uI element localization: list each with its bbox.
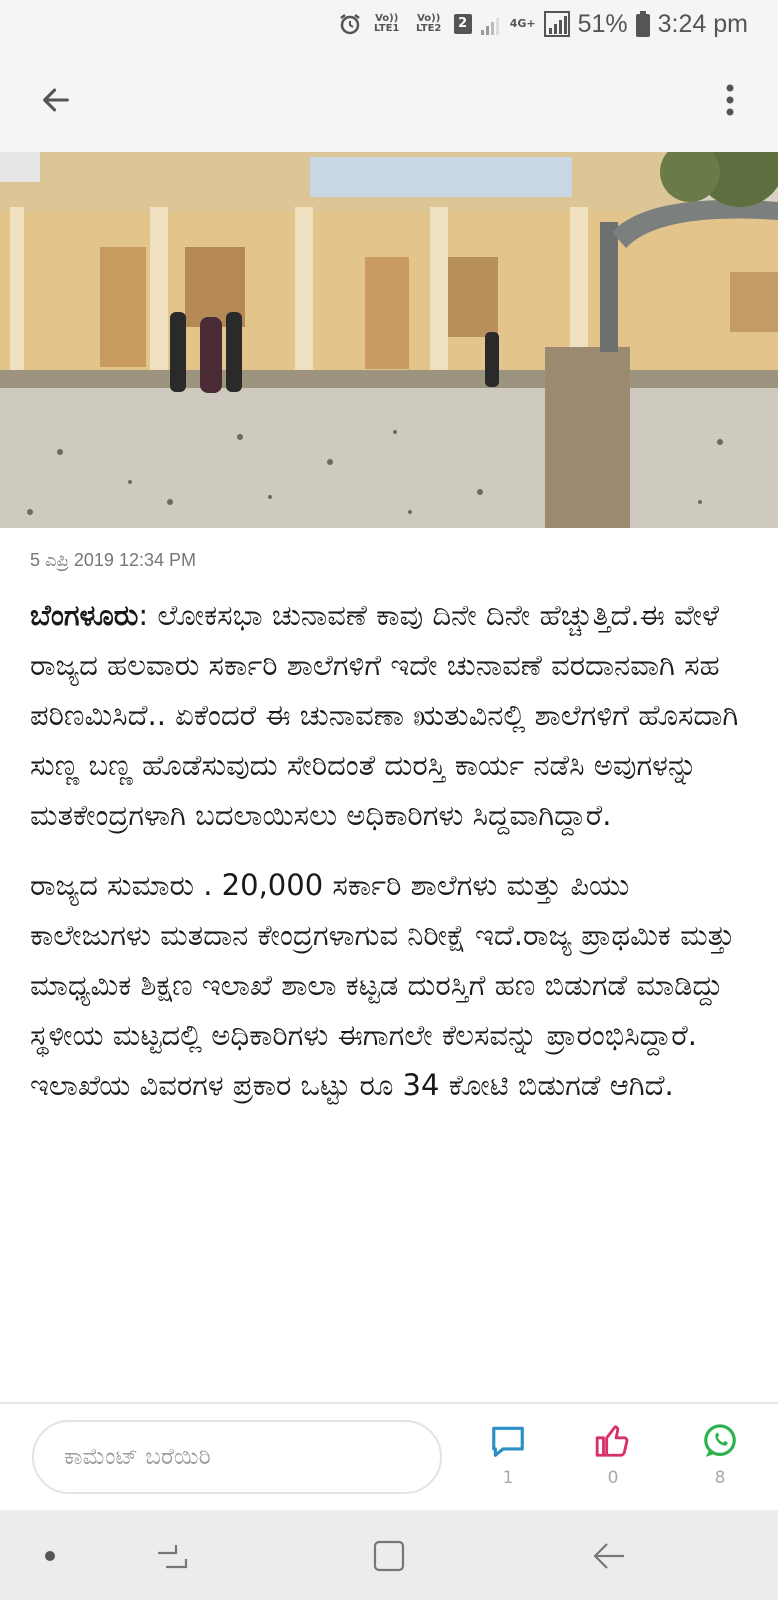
like-button[interactable] [585, 1422, 641, 1488]
status-time: 3:24 pm [657, 9, 748, 38]
home-icon [372, 1539, 406, 1573]
comments-button[interactable] [480, 1422, 536, 1488]
signal-1-icon [480, 12, 502, 36]
volte1-indicator: Vo)) LTE1 [374, 13, 400, 34]
back-icon [591, 1539, 627, 1573]
article-paragraph [30, 590, 758, 840]
battery-percent: 51% [577, 9, 628, 38]
article-image [0, 152, 778, 528]
recent-apps-icon [155, 1539, 189, 1573]
shares-count: 8 [714, 1468, 726, 1488]
comment-icon [489, 1422, 527, 1460]
signal-2-icon [544, 11, 570, 37]
network-type: 4G+ [509, 17, 536, 30]
article-date: 5 ಎಪ್ರಿ 2019 12:34 PM [30, 550, 196, 570]
nav-dot-button[interactable] [26, 1532, 74, 1580]
more-options-button[interactable] [714, 76, 746, 124]
article-body [30, 590, 758, 1130]
thumbs-up-icon [594, 1422, 632, 1460]
article-paragraph-2: ರಾಜ್ಯದ ಸುಮಾರು . 20,000 ಸರ್ಕಾರಿ ಶಾಲೆಗಳು ಮತ್ತು ಪಿಯು ಕಾಲೇಜುಗಳು ಮತದಾನ ಕೇಂದ್ರಗಳಾಗುವ ನಿರೀಕ್ಷೆ ಇದೆ.ರಾಜ್ಯ ಪ್ರಾಥಮಿಕ ಮತ್ತು ಮಾಧ್ಯಮಿಕ ಶಿಕ್ಷಣ ಇಲಾಖೆ ಶಾಲಾ ಕಟ್ಟಡ ದುರಸ್ತಿಗೆ ಹಣ ಬಿಡುಗಡೆ ಮಾಡಿದ್ದು ಸ್ಥಳೀಯ ಮಟ್ಟದಲ್ಲಿ ಅಧಿಕಾರಿಗಳು ಈಗಾಗಲೇ ಕೆಲಸವನ್ನು ಪ್ರಾರಂಭಿಸಿದ್ದಾರೆ. ಇಲಾಖೆಯ ವಿವರಗಳ ಪ್ರಕಾರ ಒಟ್ಟು ರೂ 34 ಕೋಟಿ ಬಿಡುಗಡೆ ಆಗಿದೆ. [30, 868, 735, 1102]
recent-apps-button[interactable] [148, 1532, 196, 1580]
paragraph-1-text: : ಲೋಕಸಭಾ ಚುನಾವಣೆ ಕಾವು ದಿನೇ ದಿನೇ ಹೆಚ್ಚುತ್ತಿದೆ.ಈ ವೇಳೆ ರಾಜ್ಯದ ಹಲವಾರು ಸರ್ಕಾರಿ ಶಾಲೆಗಳಿಗೆ ಇದೇ ಚುನಾವಣೆ ವರದಾನವಾಗಿ ಸಹ ಪರಿಣಮಿಸಿದೆ.. ಏಕೆಂದರೆ ಈ ಚುನಾವಣಾ ಋತುವಿನಲ್ಲಿ ಶಾಲೆಗಳಿಗೆ ಹೊಸದಾಗಿ ಸುಣ್ಣ ಬಣ್ಣ ಹೊಡೆಸುವುದು ಸೇರಿದಂತೆ ದುರಸ್ತಿ ಕಾರ್ಯ ನಡೆಸಿ ಅವುಗಳನ್ನು ಮತಕೇಂದ್ರಗಳಾಗಿ ಬದಲಾಯಿಸಲು ಅಧಿಕಾರಿಗಳು ಸಿದ್ದವಾಗಿದ್ದಾರೆ. [30, 598, 739, 832]
likes-count: 0 [607, 1468, 619, 1488]
battery-icon [636, 11, 650, 37]
status-icons [338, 8, 748, 40]
whatsapp-share-button[interactable] [692, 1422, 748, 1488]
volte2-indicator: Vo)) LTE2 [416, 13, 442, 34]
dot-icon [44, 1550, 56, 1562]
back-button[interactable] [32, 76, 80, 124]
app-bar [0, 48, 778, 152]
sim-indicator: 2 [454, 14, 472, 34]
system-nav-bar [0, 1510, 778, 1600]
comment-input[interactable] [32, 1420, 442, 1494]
arrow-left-icon [39, 83, 73, 117]
alarm-icon [338, 12, 362, 36]
article-city: ಬೆಂಗಳೂರು [30, 598, 139, 632]
home-button[interactable] [365, 1532, 413, 1580]
whatsapp-icon [701, 1422, 739, 1460]
status-bar [0, 0, 778, 48]
nav-back-button[interactable] [585, 1532, 633, 1580]
more-vertical-icon [725, 83, 735, 117]
bottom-action-bar [0, 1404, 778, 1510]
comments-count: 1 [502, 1468, 514, 1488]
